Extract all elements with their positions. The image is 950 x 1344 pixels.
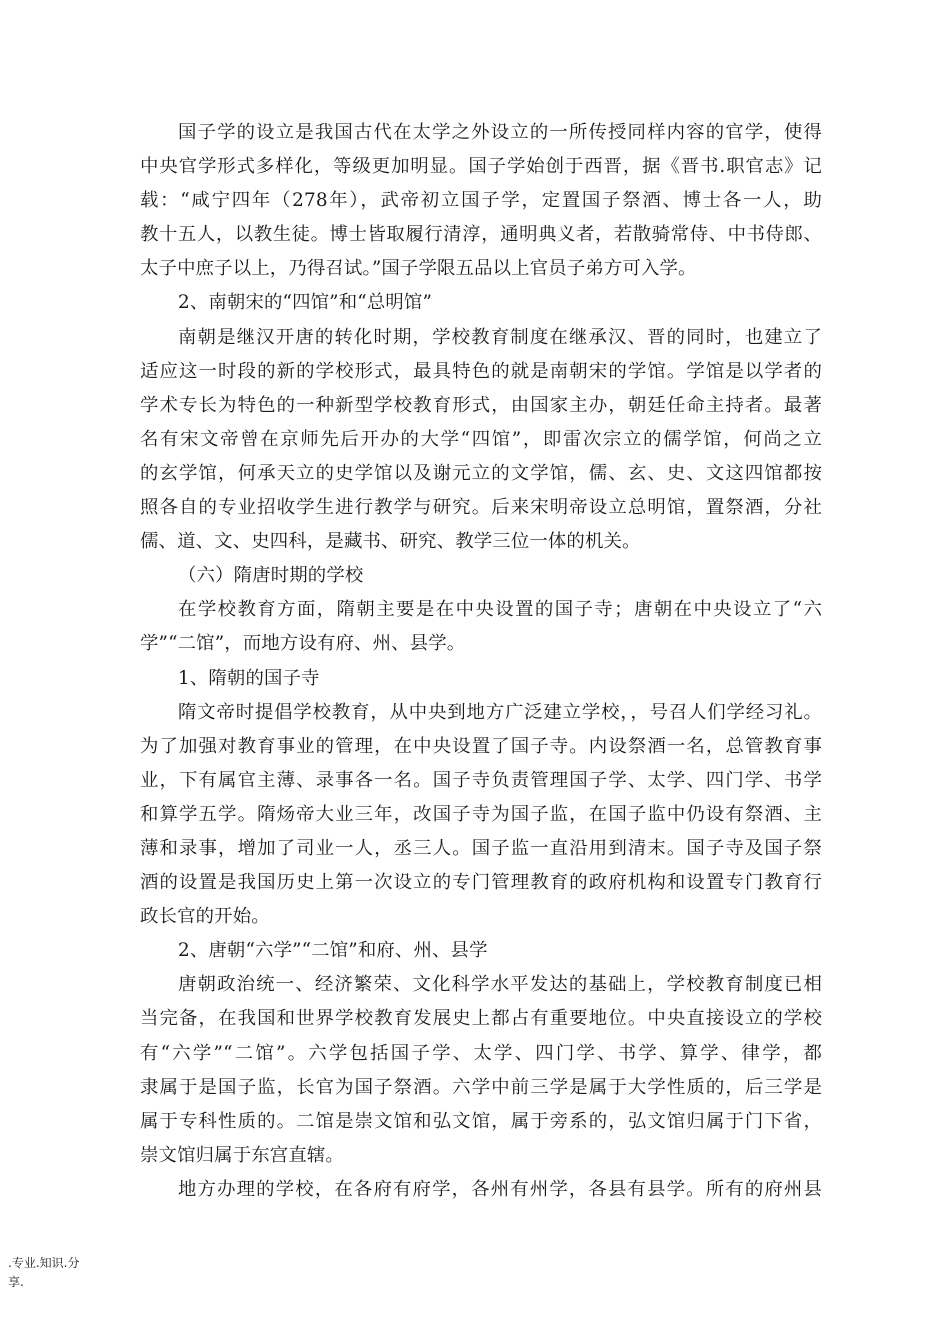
text-line: 学术专长为特色的一种新型学校教育形式，由国家主办，朝廷任命主持者。最著 <box>140 394 822 416</box>
text-line: 隶属于是国子监，长官为国子祭酒。六学中前三学是属于大学性质的，后三学是 <box>140 1076 822 1098</box>
section-heading: （六）隋唐时期的学校 <box>178 565 364 587</box>
text-line: 太子中庶子以上，乃得召试。”国子学限五品以上官员子弟方可入学。 <box>140 258 697 280</box>
text-line: 的玄学馆，何承天立的史学馆以及谢元立的文学馆，儒、玄、史、文这四馆都按 <box>140 462 822 484</box>
text-line: 和算学五学。隋炀帝大业三年，改国子寺为国子监，在国子监中仍设有祭酒、主 <box>140 803 822 825</box>
text-line: 有“六学”“二馆”。六学包括国子学、太学、四门学、书学、算学、律学，都 <box>140 1042 822 1064</box>
section-heading: 2、唐朝“六学”“二馆”和府、州、县学 <box>178 940 488 962</box>
text-line: 政长官的开始。 <box>140 906 270 928</box>
text-line: 名有宋文帝曾在京师先后开办的大学“四馆”，即雷次宗立的儒学馆，何尚之立 <box>140 428 822 450</box>
footer-line: .专业.知识.分 <box>8 1256 80 1270</box>
text-line: 教十五人，以教生徒。博士皆取履行清淳，通明典义者，若散骑常侍、中书侍郎、 <box>140 224 822 246</box>
text-line: 隋文帝时提倡学校教育，从中央到地方广泛建立学校，，号召人们学经习礼。 <box>178 701 822 723</box>
text-line: 当完备，在我国和世界学校教育发展史上都占有重要地位。中央直接设立的学校 <box>140 1008 822 1030</box>
text-line: 载：“咸宁四年（278年），武帝初立国子学，定置国子祭酒、博士各一人，助 <box>140 190 822 212</box>
text-line: 国子学的设立是我国古代在太学之外设立的一所传授同样内容的官学，使得 <box>178 122 822 143</box>
text-line: 业，下有属官主薄、录事各一名。国子寺负责管理国子学、太学、四门学、书学 <box>140 769 822 791</box>
text-line: 酒的设置是我国历史上第一次设立的专门管理教育的政府机构和设置专门教育行 <box>140 872 822 894</box>
text-line: 照各自的专业招收学生进行教学与研究。后来宋明帝设立总明馆，置祭酒，分社 <box>140 497 822 519</box>
text-line: 地方办理的学校，在各府有府学，各州有州学，各县有县学。所有的府州县 <box>178 1178 822 1200</box>
text-line: 为了加强对教育事业的管理，在中央设置了国子寺。内设祭酒一名，总管教育事 <box>140 735 822 757</box>
text-line: 适应这一时段的新的学校形式，最具特色的就是南朝宋的学馆。学馆是以学者的 <box>140 360 822 382</box>
text-line: 中央官学形式多样化，等级更加明显。国子学始创于西晋，据《晋书.职官志》记 <box>140 156 822 178</box>
text-line: 唐朝政治统一、经济繁荣、文化科学水平发达的基础上，学校教育制度已相 <box>178 974 822 996</box>
section-heading: 1、隋朝的国子寺 <box>178 667 320 689</box>
text-line: 在学校教育方面，隋朝主要是在中央设置的国子寺；唐朝在中央设立了“六 <box>178 599 822 621</box>
text-line: 崇文馆归属于东宫直辖。 <box>140 1144 344 1166</box>
text-line: 属于专科性质的。二馆是崇文馆和弘文馆，属于旁系的，弘文馆归属于门下省， <box>140 1110 822 1132</box>
body-text <box>140 116 822 1207</box>
text-line: 南朝是继汉开唐的转化时期，学校教育制度在继承汉、晋的同时，也建立了 <box>178 326 822 348</box>
text-line: 儒、道、文、史四科，是藏书、研究、教学三位一体的机关。 <box>140 531 641 553</box>
text-line: 薄和录事，增加了司业一人，丞三人。国子监一直沿用到清末。国子寺及国子祭 <box>140 837 822 859</box>
footer-line: 享. <box>8 1275 24 1289</box>
text-line: 学”“二馆”，而地方设有府、州、县学。 <box>140 633 466 655</box>
section-heading: 2、南朝宋的“四馆”和“总明馆” <box>178 292 433 314</box>
page-footer <box>8 1254 118 1292</box>
